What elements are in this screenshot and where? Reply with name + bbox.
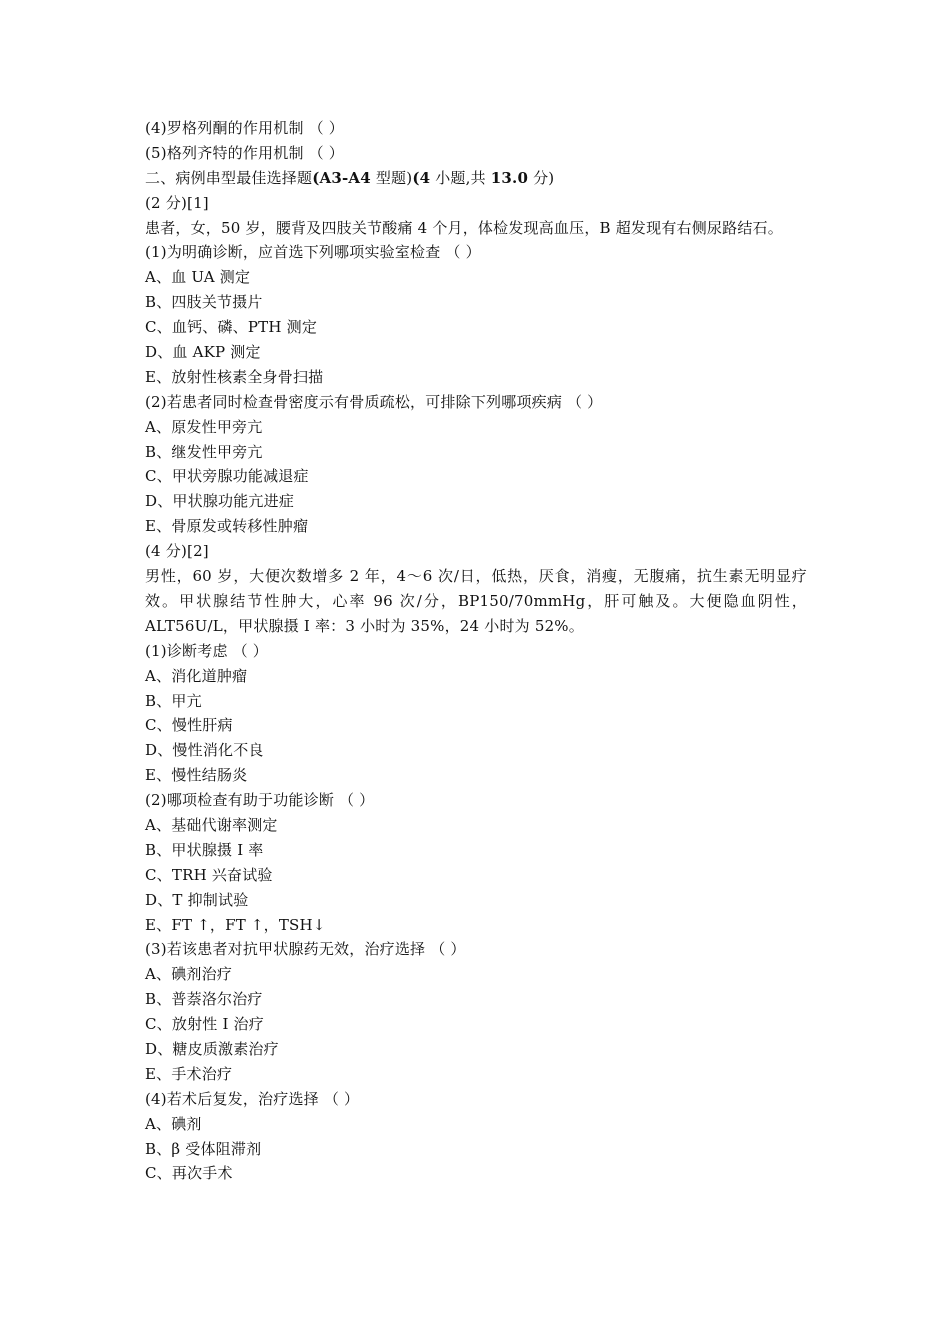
option-line: B、甲亢 xyxy=(145,691,202,710)
case-description: 患者，女，50 岁，腰背及四肢关节酸痛 4 个月，体检发现高血压，B 超发现有右侧尿路结石。 xyxy=(145,218,783,237)
case-description: 男性，60 岁，大便次数增多 2 年，4～6 次/日，低热，厌食，消瘦，无腹痛，抗生素无明显疗效。甲状腺结节性肿大，心率 96 次/分，BP150/70mmHg，肝可触及。大便隐血阴性，ALT56U/L，甲状腺摄 I 率：3 小时为 35%，24 小时为 52%。 xyxy=(145,567,807,635)
question-line: (2)哪项检查有助于功能诊断 （ ） xyxy=(145,791,375,810)
option-line: E、FT ↑，FT ↑，TSH↓ xyxy=(145,915,326,934)
document-body xyxy=(145,116,807,1186)
option-line: D、T 抑制试验 xyxy=(145,890,249,909)
option-line: C、慢性肝病 xyxy=(145,716,233,735)
case-score: (2 分)[1] xyxy=(145,193,209,212)
option-line: B、β 受体阻滞剂 xyxy=(145,1139,262,1158)
option-line: A、血 UA 测定 xyxy=(145,268,251,287)
option-line: C、甲状旁腺功能减退症 xyxy=(145,467,309,486)
option-line: C、再次手术 xyxy=(145,1164,233,1183)
option-line: D、慢性消化不良 xyxy=(145,741,264,760)
section-heading: 二、病例串型最佳选择题(A3-A4 型题)(4 小题,共 13.0 分) xyxy=(145,168,555,187)
option-line: E、手术治疗 xyxy=(145,1064,233,1083)
option-line: E、放射性核素全身骨扫描 xyxy=(145,367,324,386)
option-line: A、消化道肿瘤 xyxy=(145,666,248,685)
option-line: C、血钙、磷、PTH 测定 xyxy=(145,318,318,337)
question-line: (5)格列齐特的作用机制 （ ） xyxy=(145,143,344,162)
question-line: (3)若该患者对抗甲状腺药无效，治疗选择 （ ） xyxy=(145,940,466,959)
option-line: A、基础代谢率测定 xyxy=(145,816,278,834)
option-line: E、骨原发或转移性肿瘤 xyxy=(145,517,309,536)
option-line: A、原发性甲旁亢 xyxy=(145,417,263,436)
option-line: A、碘剂治疗 xyxy=(145,965,233,984)
question-line: (1)诊断考虑 （ ） xyxy=(145,641,268,660)
option-line: B、甲状腺摄 I 率 xyxy=(145,840,264,859)
option-line: C、放射性 I 治疗 xyxy=(145,1015,264,1034)
option-line: B、继发性甲旁亢 xyxy=(145,442,263,461)
case-score: (4 分)[2] xyxy=(145,542,209,561)
question-line: (4)若术后复发，治疗选择 （ ） xyxy=(145,1089,360,1108)
question-line: (2)若患者同时检查骨密度示有骨质疏松，可排除下列哪项疾病 （ ） xyxy=(145,392,603,411)
option-line: B、普萘洛尔治疗 xyxy=(145,990,263,1009)
question-line: (1)为明确诊断，应首选下列哪项实验室检查 （ ） xyxy=(145,243,481,262)
option-line: C、TRH 兴奋试验 xyxy=(145,865,273,884)
option-line: B、四肢关节摄片 xyxy=(145,293,263,312)
option-line: E、慢性结肠炎 xyxy=(145,766,248,785)
option-line: D、血 AKP 测定 xyxy=(145,343,261,362)
option-line: A、碘剂 xyxy=(145,1114,202,1133)
option-line: D、糖皮质激素治疗 xyxy=(145,1040,279,1059)
question-line: (4)罗格列酮的作用机制 （ ） xyxy=(145,119,344,137)
option-line: D、甲状腺功能亢进症 xyxy=(145,492,295,511)
